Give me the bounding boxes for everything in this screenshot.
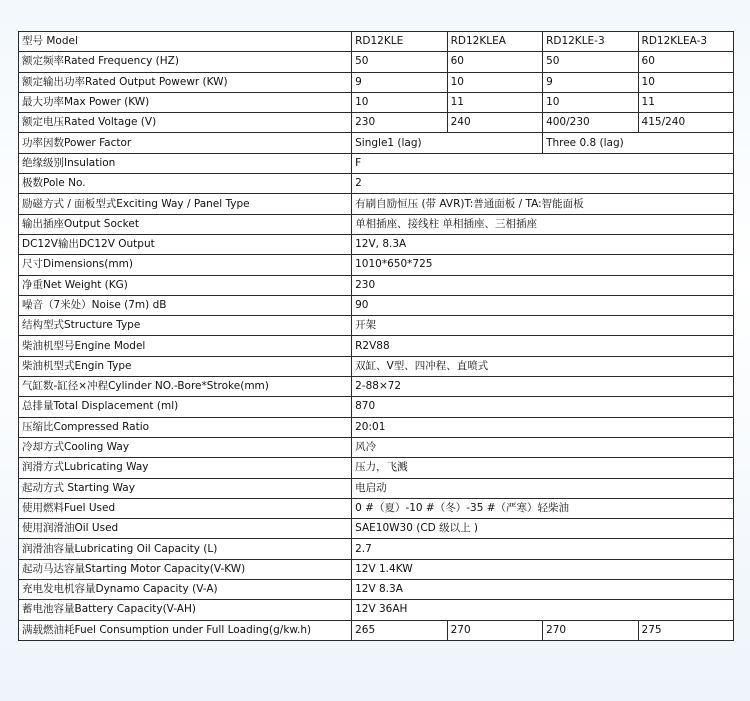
spec-value: 12V 36AH: [352, 600, 734, 620]
spec-value: 12V 8.3A: [352, 580, 734, 600]
table-row: [19, 153, 734, 173]
table-row: [19, 559, 734, 579]
spec-value: 12V 1.4KW: [352, 559, 734, 579]
spec-value: 12V, 8.3A: [352, 234, 734, 254]
spec-label: 使用燃料Fuel Used: [19, 498, 352, 518]
spec-label: 噪音（7米处）Noise (7m) dB: [19, 295, 352, 315]
header-label: 型号 Model: [19, 32, 352, 52]
spec-value: 20:01: [352, 417, 734, 437]
table-row: [19, 234, 734, 254]
table-header-row: [19, 32, 734, 52]
spec-value: SAE10W30 (CD 级以上 ): [352, 519, 734, 539]
model-name: RD12KLE-3: [543, 32, 638, 52]
table-row: [19, 113, 734, 133]
spec-label: 气缸数-缸径×冲程Cylinder NO.-Bore*Stroke(mm): [19, 377, 352, 397]
spec-value: 270: [543, 620, 638, 640]
spec-label: 充电发电机容量Dynamo Capacity (V-A): [19, 580, 352, 600]
spec-value: Single1 (lag): [352, 133, 543, 153]
table-row: [19, 72, 734, 92]
table-row: [19, 377, 734, 397]
spec-value: 10: [543, 92, 638, 112]
spec-value: 11: [447, 92, 542, 112]
spec-value: 9: [352, 72, 447, 92]
spec-label: 使用润滑油Oil Used: [19, 519, 352, 539]
table-row: [19, 214, 734, 234]
spec-label: 最大功率Max Power (KW): [19, 92, 352, 112]
spec-value: 9: [543, 72, 638, 92]
spec-value: 415/240: [638, 113, 733, 133]
spec-label: 润滑油容量Lubricating Oil Capacity (L): [19, 539, 352, 559]
spec-label: 绝缘级别Insulation: [19, 153, 352, 173]
spec-label: 额定输出功率Rated Output Powewr (KW): [19, 72, 352, 92]
spec-value: 60: [447, 52, 542, 72]
spec-value: 230: [352, 275, 734, 295]
spec-value: Three 0.8 (lag): [543, 133, 734, 153]
spec-label: 蓄电池容量Battery Capacity(V-AH): [19, 600, 352, 620]
table-row: [19, 92, 734, 112]
spec-label: 柴油机型号Engine Model: [19, 336, 352, 356]
spec-value: R2V88: [352, 336, 734, 356]
table-row: [19, 437, 734, 457]
table-row: [19, 458, 734, 478]
spec-label: 输出插座Output Socket: [19, 214, 352, 234]
spec-value: 风冷: [352, 437, 734, 457]
table-row: [19, 620, 734, 640]
spec-value: 275: [638, 620, 733, 640]
spec-value: 400/230: [543, 113, 638, 133]
spec-value: 10: [352, 92, 447, 112]
table-row: [19, 397, 734, 417]
spec-value: 2: [352, 174, 734, 194]
spec-value: 230: [352, 113, 447, 133]
table-row: [19, 255, 734, 275]
spec-value: 有刷自励恒压 (带 AVR)T:普通面板 / TA:智能面板: [352, 194, 734, 214]
table-row: [19, 417, 734, 437]
table-row: [19, 336, 734, 356]
spec-value: 0 #（夏）-10 #（冬）-35 #（严寒）轻柴油: [352, 498, 734, 518]
spec-value: 单相插座、接线柱 单相插座、三相插座: [352, 214, 734, 234]
spec-value: 10: [447, 72, 542, 92]
spec-value: 2.7: [352, 539, 734, 559]
spec-table: [18, 31, 734, 641]
spec-label: 结构型式Structure Type: [19, 316, 352, 336]
spec-value: 11: [638, 92, 733, 112]
spec-label: 净重Net Weight (KG): [19, 275, 352, 295]
spec-value: 10: [638, 72, 733, 92]
spec-value: 双缸、V型、四冲程、直喷式: [352, 356, 734, 376]
table-row: [19, 498, 734, 518]
table-row: [19, 194, 734, 214]
spec-label: 满载燃油耗Fuel Consumption under Full Loading(g/kw.h): [19, 620, 352, 640]
model-name: RD12KLEA: [447, 32, 542, 52]
model-name: RD12KLE: [352, 32, 447, 52]
table-row: [19, 133, 734, 153]
table-row: [19, 356, 734, 376]
table-row: [19, 600, 734, 620]
spec-value: 90: [352, 295, 734, 315]
spec-value: 2-88×72: [352, 377, 734, 397]
spec-value: 50: [352, 52, 447, 72]
model-name: RD12KLEA-3: [638, 32, 733, 52]
spec-label: 额定电压Rated Voltage (V): [19, 113, 352, 133]
table-row: [19, 580, 734, 600]
spec-label: 起动方式 Starting Way: [19, 478, 352, 498]
spec-label: 起动马达容量Starting Motor Capacity(V-KW): [19, 559, 352, 579]
table-row: [19, 295, 734, 315]
spec-value: 50: [543, 52, 638, 72]
spec-value: 开架: [352, 316, 734, 336]
spec-label: 极数Pole No.: [19, 174, 352, 194]
table-row: [19, 478, 734, 498]
spec-label: 功率因数Power Factor: [19, 133, 352, 153]
spec-value: 压力，飞溅: [352, 458, 734, 478]
table-row: [19, 519, 734, 539]
spec-label: 润滑方式Lubricating Way: [19, 458, 352, 478]
spec-value: 60: [638, 52, 733, 72]
spec-value: 270: [447, 620, 542, 640]
table-row: [19, 316, 734, 336]
table-row: [19, 275, 734, 295]
spec-label: 总排量Total Displacement (ml): [19, 397, 352, 417]
spec-value: 240: [447, 113, 542, 133]
spec-value: 265: [352, 620, 447, 640]
spec-label: DC12V输出DC12V Output: [19, 234, 352, 254]
spec-value: 电启动: [352, 478, 734, 498]
table-row: [19, 174, 734, 194]
spec-label: 冷却方式Cooling Way: [19, 437, 352, 457]
spec-value: 870: [352, 397, 734, 417]
table-row: [19, 52, 734, 72]
spec-label: 柴油机型式Engin Type: [19, 356, 352, 376]
spec-label: 尺寸Dimensions(mm): [19, 255, 352, 275]
spec-sheet: [18, 31, 734, 641]
spec-label: 额定频率Rated Frequency (HZ): [19, 52, 352, 72]
table-row: [19, 539, 734, 559]
spec-value: 1010*650*725: [352, 255, 734, 275]
spec-value: F: [352, 153, 734, 173]
spec-label: 压缩比Compressed Ratio: [19, 417, 352, 437]
spec-label: 励磁方式 / 面板型式Exciting Way / Panel Type: [19, 194, 352, 214]
